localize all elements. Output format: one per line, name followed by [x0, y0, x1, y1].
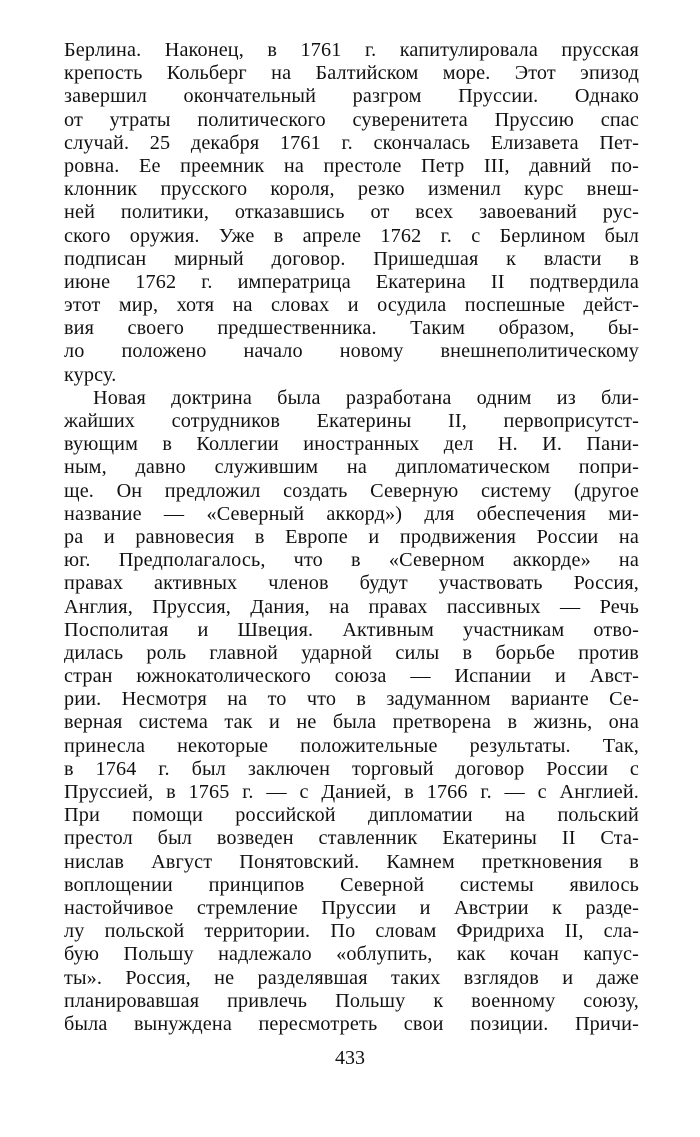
text-line: рии. Несмотря на то что в задуманном варианте Се- — [64, 688, 639, 711]
text-line: ровна. Ее преемник на престоле Петр III, давний по- — [64, 154, 639, 177]
text-line: случай. 25 декабря 1761 г. скончалась Елизавета Пет- — [64, 131, 639, 154]
body-text — [64, 39, 639, 1036]
text-line: в 1764 г. был заключен торговый договор России с — [64, 757, 639, 780]
text-line: вия своего предшественника. Таким образом, бы- — [64, 317, 639, 340]
text-line: Берлина. Наконец, в 1761 г. капитулировала прусская — [64, 39, 639, 61]
text-line: планировавшая привлечь Польшу к военному союзу, — [64, 989, 639, 1012]
text-line: правах активных членов будут участвовать Россия, — [64, 572, 639, 595]
text-line: курсу. — [64, 363, 117, 386]
text-line: настойчивое стремление Пруссии и Австрии к разде- — [64, 896, 639, 919]
paragraph-1 — [64, 39, 639, 387]
text-line: бую Польшу надлежало «облупить, как кочан капус- — [64, 943, 639, 966]
text-line: клонник прусского короля, резко изменил курс внеш- — [64, 178, 639, 201]
text-line: от утраты политического суверенитета Пруссию спас — [64, 108, 639, 131]
text-line: ты». Россия, не разделявшая таких взглядов и даже — [64, 966, 639, 989]
page-number: 433 — [335, 1047, 365, 1069]
text-line: ным, давно служившим на дипломатическом попри- — [64, 456, 639, 479]
text-line: ще. Он предложил создать Северную систему (другое — [64, 479, 639, 502]
text-line: ского оружия. Уже в апреле 1762 г. с Берлином был — [64, 224, 639, 247]
text-line: Посполитая и Швеция. Активным участникам отво- — [64, 618, 639, 641]
paragraph-2 — [64, 387, 639, 1036]
text-line: этот мир, хотя на словах и осудила поспешные дейст- — [64, 294, 639, 317]
text-line: Пруссией, в 1765 г. — с Данией, в 1766 г. — с Англией. — [64, 781, 639, 803]
text-line: ней политики, отказавшись от всех завоеваний рус- — [64, 201, 639, 224]
text-line: принесла некоторые положительные результаты. Так, — [64, 734, 639, 757]
text-line: подписан мирный договор. Пришедшая к власти в — [64, 247, 639, 270]
text-line: Новая доктрина была разработана одним из бли- — [93, 386, 639, 409]
text-line: лу польской территории. По словам Фридриха II, сла- — [64, 920, 639, 943]
text-line: юг. Предполагалось, что в «Северном аккорде» на — [64, 549, 639, 572]
text-line: ра и равновесия в Европе и продвижения России на — [64, 525, 639, 548]
text-line: ло положено начало новому внешнеполитическому — [64, 340, 639, 363]
text-line: престол был возведен ставленник Екатерины II Ста- — [64, 827, 639, 850]
text-line: При помощи российской дипломатии на польский — [64, 804, 639, 827]
text-line: дилась роль главной ударной силы в борьбе против — [64, 641, 639, 664]
text-line: завершил окончательный разгром Пруссии. Однако — [64, 85, 639, 108]
text-line: верная система так и не была претворена в жизнь, она — [64, 711, 639, 734]
text-line: Англия, Пруссия, Дания, на правах пассивных — Речь — [64, 595, 639, 618]
text-line: крепость Кольберг на Балтийском море. Этот эпизод — [64, 62, 639, 85]
text-line: воплощении принципов Северной системы явилось — [64, 873, 639, 896]
text-line: жайших сотрудников Екатерины II, первоприсутст- — [64, 410, 639, 432]
text-line: вующим в Коллегии иностранных дел Н. И. Пани- — [64, 433, 639, 456]
text-line: нислав Август Понятовский. Камнем преткновения в — [64, 850, 639, 873]
text-line: стран южнокатолического союза — Испании и Авст- — [64, 665, 639, 688]
text-line: название — «Северный аккорд») для обеспечения ми- — [64, 502, 639, 525]
text-line: была вынуждена пересмотреть свои позиции. Причи- — [64, 1012, 639, 1035]
text-line: июне 1762 г. императрица Екатерина II подтвердила — [64, 270, 639, 293]
